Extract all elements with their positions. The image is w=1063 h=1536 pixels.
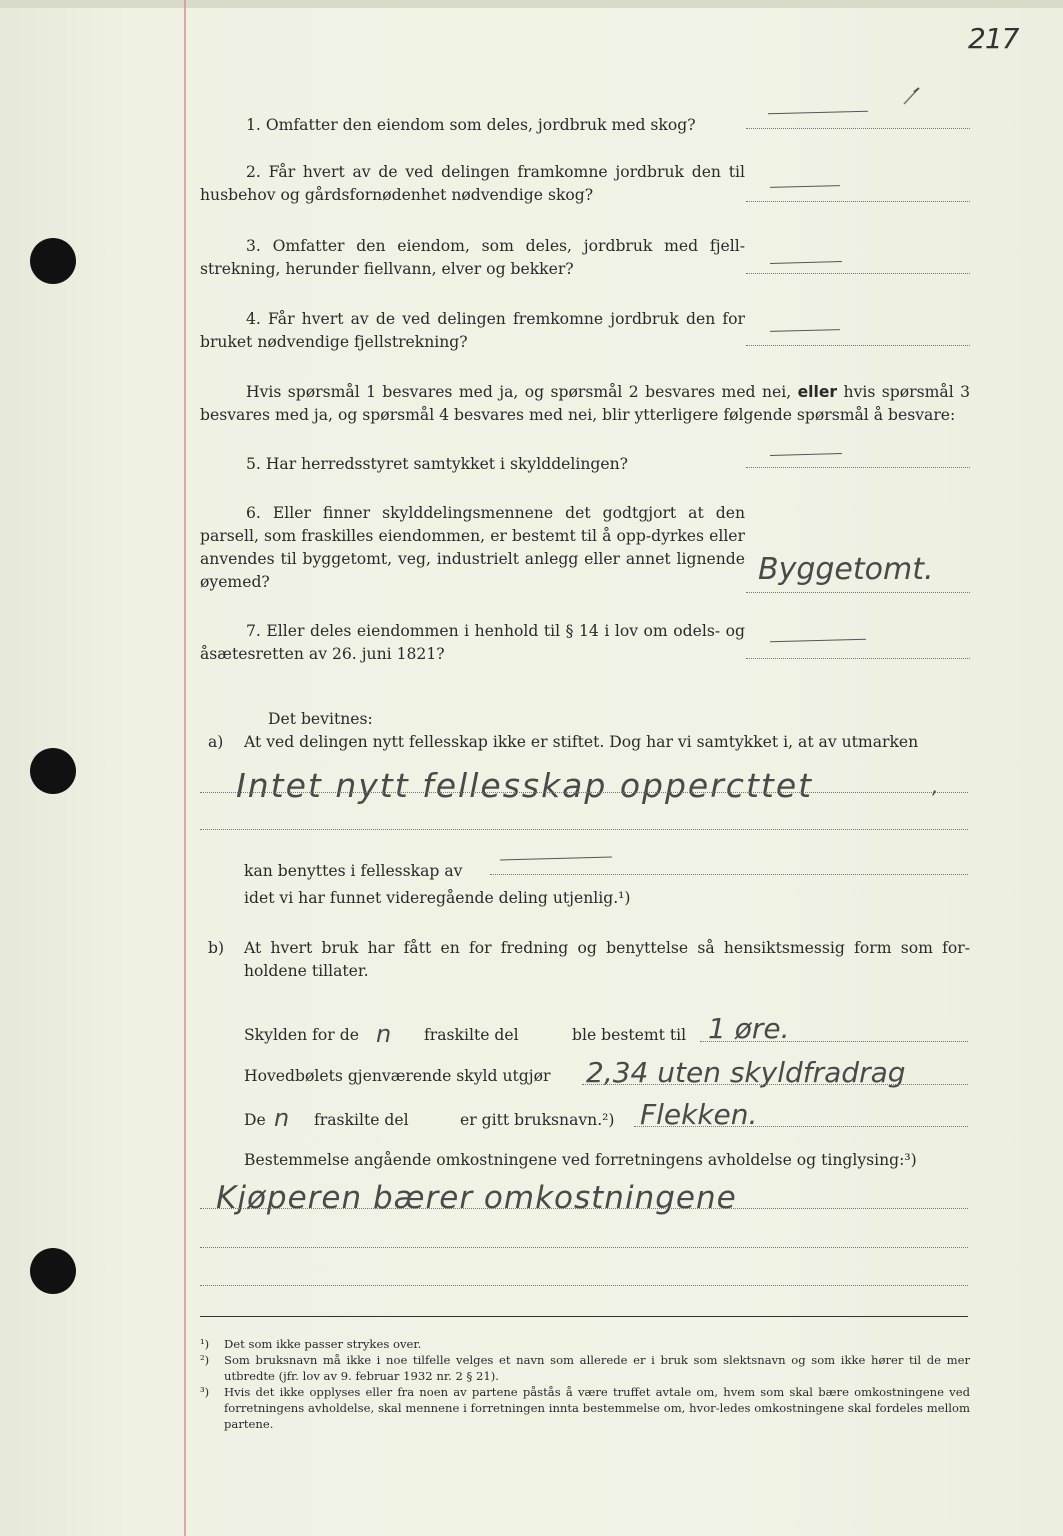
question-5 — [200, 453, 745, 476]
skyld-prefix: Skylden for de — [244, 1026, 359, 1044]
skyld-answer-handwriting: 1 øre. — [708, 1012, 790, 1045]
answer-dash — [770, 261, 842, 264]
punch-hole-icon — [30, 1248, 76, 1294]
conditional-paragraph: Hvis spørsmål 1 besvares med ja, og spørsmål 2 besvares med nei, eller hvis spørsmål 3 besvares med ja, og spørsmål 4 besvares med nei, blir ytterligere følgende spørsmål å besvare: — [200, 383, 970, 424]
answer-line-6[interactable] — [746, 592, 970, 593]
item-b-label: b) — [208, 939, 225, 957]
answer-line-skyld[interactable] — [700, 1041, 968, 1042]
footnote-3: ³) Hvis det ikke opplyses eller fra noen av partene påstås å være truffet avtale om, hvem som skal bære omkostningene ved forretningens avholdelse, skal mennene i forretningen innta bestemmelse om, hvor-ledes omkostningene skal fordeles mellom partene. — [200, 1385, 970, 1431]
certification-heading: Det bevitnes: — [268, 710, 373, 728]
answer-line-a2[interactable] — [200, 829, 968, 830]
answer-line-7[interactable] — [746, 658, 970, 659]
answer-dash — [770, 453, 842, 456]
question-7 — [200, 620, 745, 666]
question-3 — [200, 235, 745, 281]
name-mid: fraskilte del — [314, 1111, 409, 1129]
hoved-answer-handwriting: 2,34 uten skyldfradrag — [586, 1056, 906, 1089]
name-handwritten-n: n — [274, 1104, 290, 1132]
name-prefix: De — [244, 1111, 266, 1129]
question-3-text: 3. Omfatter den eiendom, som deles, jordbruk med fjell-strekning, herunder fiellvann, elver og bekker? — [200, 237, 745, 278]
costs-label: Bestemmelse angående omkostningene ved forretningens avholdelse og tinglysing:³) — [244, 1151, 917, 1169]
name-answer-handwriting: Flekken. — [640, 1098, 758, 1131]
answer-dash — [770, 185, 840, 188]
answer-line-a1[interactable] — [200, 792, 968, 793]
item-b-text: At hvert bruk har fått en for fredning og benyttelse så hensiktsmessig form som for-holdene tillater. — [244, 939, 970, 980]
reason-text: idet vi har funnet videregående deling utjenlig.¹) — [244, 889, 631, 907]
skyld-mid: fraskilte del — [424, 1026, 519, 1044]
item-a-label: a) — [208, 733, 224, 751]
skyld-handwritten-n: n — [376, 1020, 392, 1048]
top-edge — [0, 0, 1063, 8]
question-2 — [200, 161, 745, 207]
costs-answer-handwriting: Kjøperen bærer omkostningene — [216, 1180, 737, 1216]
answer-line-4[interactable] — [746, 345, 970, 346]
answer-line-costs-3[interactable] — [200, 1285, 968, 1286]
answer-line-1[interactable] — [746, 128, 970, 129]
red-margin-line — [184, 0, 186, 1536]
footnote-2: ²) Som bruksnavn må ikke i noe tilfelle velges et navn som allerede er i bruk som slektsnavn og som ikke hører til de mer utbredte (jfr. lov av 9. februar 1932 nr. 2 § 21). — [200, 1353, 970, 1383]
answer-line-2[interactable] — [746, 201, 970, 202]
page-number: 217 — [968, 22, 1019, 55]
answer-dash — [770, 639, 866, 643]
question-6 — [200, 502, 745, 594]
footnote-1: ¹) Det som ikke passer strykes over. — [200, 1337, 422, 1351]
question-7-text: 7. Eller deles eiendommen i henhold til § 14 i lov om odels- og åsætesretten av 26. juni 1821? — [200, 622, 745, 663]
answer-line-costs-2[interactable] — [200, 1247, 968, 1248]
punch-hole-icon — [30, 748, 76, 794]
footnote-separator — [200, 1316, 968, 1317]
skyld-suffix: ble bestemt til — [572, 1026, 687, 1044]
answer-line-name[interactable] — [634, 1126, 968, 1127]
punch-hole-icon — [30, 238, 76, 284]
answer-line-hoved[interactable] — [582, 1084, 968, 1085]
question-6-text: 6. Eller finner skylddelingsmennene det godtgjort at den parsell, som fraskilles eiendommen, er bestemt til å opp-dyrkes eller anvendes til byggetomt, veg, industrielt anlegg eller annet lignende øyemed? — [200, 504, 745, 591]
shared-use-label: kan benyttes i fellesskap av — [244, 862, 463, 880]
answer-line-shared-use[interactable] — [490, 874, 968, 875]
answer-line-3[interactable] — [746, 273, 970, 274]
item-a-text: At ved delingen nytt fellesskap ikke er stiftet. Dog har vi samtykket i, at av utmarken — [244, 733, 919, 751]
answer-dash — [500, 857, 612, 861]
answer-dash — [768, 111, 868, 115]
check-mark-icon — [900, 86, 922, 108]
hoved-label: Hovedbølets gjenværende skyld utgjør — [244, 1067, 551, 1085]
question-4-text: 4. Får hvert av de ved delingen fremkomne jordbruk den for bruket nødvendige fjellstrekning? — [200, 310, 745, 351]
name-suffix: er gitt bruksnavn.²) — [460, 1111, 615, 1129]
item-a-handwriting: Intet nytt fellesskap oppercttet — [236, 766, 814, 805]
question-2-text: 2. Får hvert av de ved delingen framkomne jordbruk den til husbehov og gårdsfornødenhet nødvendige skog? — [200, 163, 745, 204]
answer-line-5[interactable] — [746, 467, 970, 468]
question-5-text: 5. Har herredsstyret samtykket i skylddelingen? — [246, 455, 629, 473]
answer-line-costs-1[interactable] — [200, 1208, 968, 1209]
question-1 — [200, 114, 745, 137]
answer-dash — [770, 329, 840, 332]
item-a-handwriting-tail: , — [932, 774, 939, 798]
footnotes — [200, 1336, 970, 1432]
question-1-text: 1. Omfatter den eiendom som deles, jordbruk med skog? — [246, 116, 696, 134]
answer-6-handwriting: Byggetomt. — [758, 552, 934, 587]
question-4 — [200, 308, 745, 354]
